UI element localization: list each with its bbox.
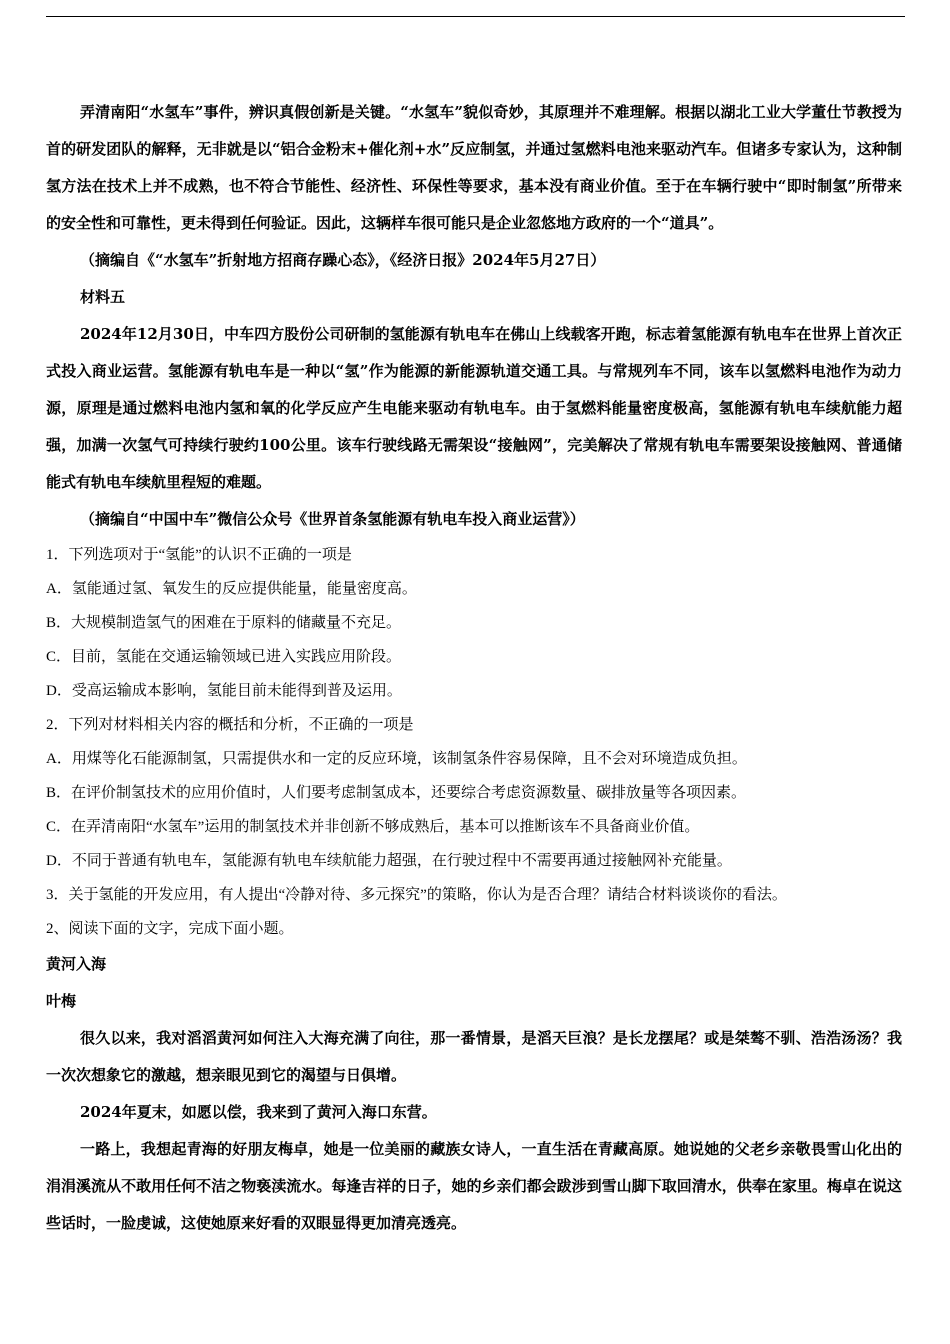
source-citation: （摘编自“中国中车”微信公众号《世界首条氢能源有轨电车投入商业运营》）	[80, 510, 585, 528]
question-option: D．不同于普通有轨电车，氢能源有轨电车续航能力超强，在行驶过程中不需要再通过接触网补充能量。	[46, 853, 732, 869]
question-option: B．大规模制造氢气的困难在于原料的储藏量不充足。	[46, 615, 402, 631]
question-option: D．受高运输成本影响，氢能目前未能得到普及运用。	[46, 683, 402, 699]
article-title: 黄河入海	[46, 955, 107, 973]
header-rule	[46, 16, 905, 17]
question-option: B．在评价制氢技术的应用价值时，人们要考虑制氢成本，还要综合考虑资源数量、碳排放量等各项因素。	[46, 785, 747, 801]
question-option: C．在弄清南阳“水氢车”运用的制氢技术并非创新不够成熟后，基本可以推断该车不具备商业价值。	[46, 819, 700, 835]
article-paragraph: 2024年夏末，如愿以偿，我来到了黄河入海口东营。	[80, 1103, 437, 1121]
passage-paragraph: 弄清南阳“水氢车”事件，辨识真假创新是关键。“水氢车”貌似奇妙，其原理并不难理解。根据以湖北工业大学董仕节教授为首的研发团队的解释，无非就是以“铝合金粉末+催化剂+水”反应制氢，并通过氢燃料电池来驱动汽车。但诸多专家认为，这种制氢方法在技术上并不成熟，也不符合节能性、经济性、环保性等要求，基本没有商业价值。至于在车辆行驶中“即时制氢”所带来的安全性和可靠性，更未得到任何验证。因此，这辆样车很可能只是企业忽悠地方政府的一个“道具”。	[46, 103, 902, 232]
section-intro: 2、阅读下面的文字，完成下面小题。	[46, 921, 294, 937]
question-option: C．目前，氢能在交通运输领域已进入实践应用阶段。	[46, 649, 402, 665]
question-stem: 3．关于氢能的开发应用，有人提出“冷静对待、多元探究”的策略，你认为是否合理？请结合材料谈谈你的看法。	[46, 887, 787, 903]
source-citation: （摘编自《“水氢车”折射地方招商存躁心态》，《经济日报》2024年5月27日）	[80, 251, 606, 269]
article-paragraph: 很久以来，我对滔滔黄河如何注入大海充满了向往，那一番情景，是滔天巨浪？是长龙摆尾？或是桀骜不驯、浩浩汤汤？我一次次想象它的激越，想亲眼见到它的渴望与日俱增。	[46, 1029, 902, 1084]
material-heading: 材料五	[80, 288, 126, 306]
article-paragraph: 一路上，我想起青海的好朋友梅卓，她是一位美丽的藏族女诗人，一直生活在青藏高原。她说她的父老乡亲敬畏雪山化出的涓涓溪流从不敢用任何不洁之物亵渎流水。每逢吉祥的日子，她的乡亲们都会跋涉到雪山脚下取回清水，供奉在家里。梅卓在说这些话时，一脸虔诚，这使她原来好看的双眼显得更加清亮透亮。	[46, 1140, 902, 1232]
article-author: 叶梅	[46, 992, 77, 1010]
document-body	[46, 94, 902, 1242]
question-stem: 1．下列选项对于“氢能”的认识不正确的一项是	[46, 547, 352, 563]
question-option: A．用煤等化石能源制氢，只需提供水和一定的反应环境，该制氢条件容易保障，且不会对环境造成负担。	[46, 751, 747, 767]
question-stem: 2．下列对材料相关内容的概括和分析，不正确的一项是	[46, 717, 414, 733]
passage-paragraph: 2024年12月30日，中车四方股份公司研制的氢能源有轨电车在佛山上线载客开跑，标志着氢能源有轨电车在世界上首次正式投入商业运营。氢能源有轨电车是一种以“氢”作为能源的新能源轨道交通工具。与常规列车不同，该车以氢燃料电池作为动力源，原理是通过燃料电池内氢和氧的化学反应产生电能来驱动有轨电车。由于氢燃料能量密度极高，氢能源有轨电车续航能力超强，加满一次氢气可持续行驶约100公里。该车行驶线路无需架设“接触网”，完美解决了常规有轨电车需要架设接触网、普通储能式有轨电车续航里程短的难题。	[46, 325, 902, 491]
question-option: A．氢能通过氢、氧发生的反应提供能量，能量密度高。	[46, 581, 417, 597]
